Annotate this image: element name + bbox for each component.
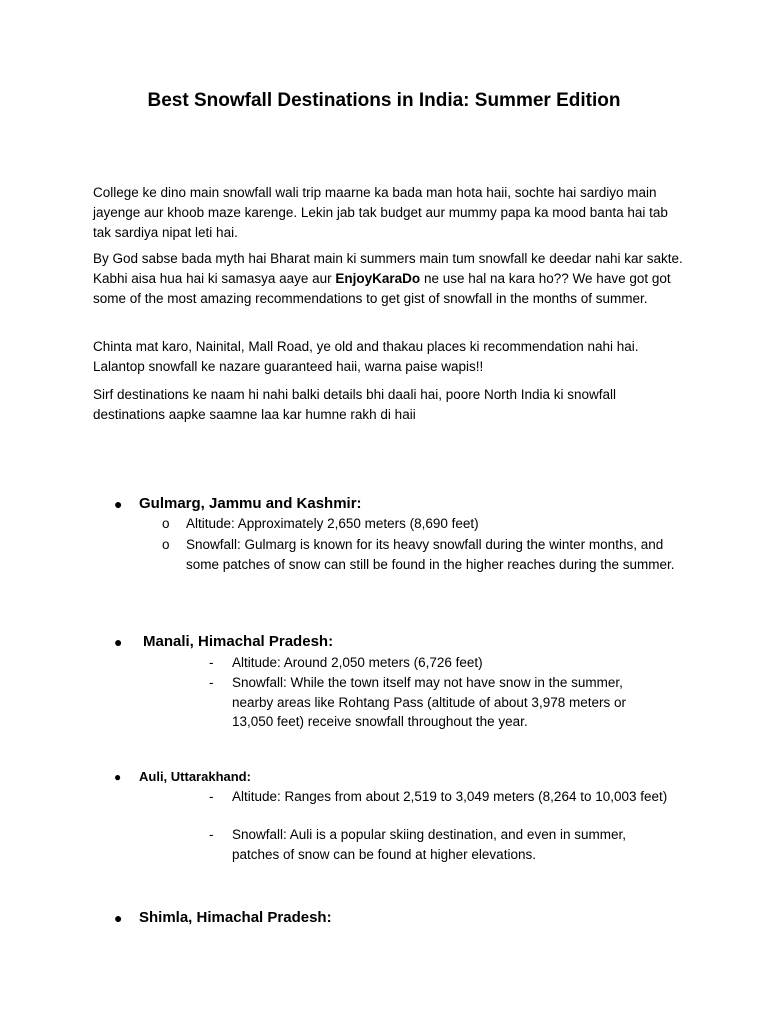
bullet-icon: ● [114,910,123,926]
page-title: Best Snowfall Destinations in India: Summer Edition [147,90,621,111]
intro-paragraph-2 [93,249,683,309]
sub-bullet-dash-icon: - [209,655,214,670]
bullet-icon: ● [114,634,123,650]
destination-detail-auli-snowfall: Snowfall: Auli is a popular skiing destination, and even in summer, patches of snow can be found at higher elevations. [232,827,626,862]
destination-heading-gulmarg: Gulmarg, Jammu and Kashmir: [139,495,362,512]
destination-heading-shimla: Shimla, Himachal Pradesh: [139,909,332,926]
destination-heading-manali: Manali, Himachal Pradesh: [143,633,334,650]
sub-bullet-icon: o [162,537,170,552]
sub-bullet-dash-icon: - [209,789,214,804]
intro-paragraph-3: Chinta mat karo, Nainital, Mall Road, ye old and thakau places ki recommendation nahi hai. Lalantop snowfall ke nazare guaranteed haii, warna paise wapis!! [93,339,639,374]
intro-paragraph-1: College ke dino main snowfall wali trip maarne ka bada man hota haii, sochte hai sardiyo main jayenge aur khoob maze karenge. Lekin jab tak budget aur mummy papa ka mood banta hai tab tak sardiya nipat leti hai. [93,185,668,240]
bullet-icon: ● [114,496,123,512]
sub-bullet-icon: o [162,516,170,531]
intro-paragraph-2-text-a: By God sabse bada myth hai Bharat main ki summers main tum snowfall ke deedar nahi kar sakte. Kabhi aisa hua hai ki samasya aaye aur [93,251,683,286]
destination-detail-gulmarg-snowfall: Snowfall: Gulmarg is known for its heavy snowfall during the winter months, and some patches of snow can still be found in the higher reaches during the summer. [186,537,675,572]
sub-bullet-dash-icon: - [209,827,214,842]
destination-detail-manali-altitude: Altitude: Around 2,050 meters (6,726 feet) [232,655,483,670]
bullet-icon: ● [114,770,122,784]
destination-detail-manali-snowfall: Snowfall: While the town itself may not have snow in the summer, nearby areas like Rohtang Pass (altitude of about 3,978 meters or 13,050 feet) receive snowfall throughout the year. [232,675,626,729]
intro-paragraph-2-text-b: ne use hal na kara ho?? We have got got some of the most amazing recommendations to get gist of snowfall in the months of summer. [93,271,671,306]
brand-name: EnjoyKaraDo [335,271,421,286]
destination-detail-auli-altitude: Altitude: Ranges from about 2,519 to 3,049 meters (8,264 to 10,003 feet) [232,789,668,804]
destination-detail-gulmarg-altitude: Altitude: Approximately 2,650 meters (8,690 feet) [186,516,479,531]
sub-bullet-dash-icon: - [209,675,214,690]
destination-heading-auli: Auli, Uttarakhand: [139,769,251,784]
intro-paragraph-4: Sirf destinations ke naam hi nahi balki details bhi daali hai, poore North India ki snowfall destinations aapke saamne laa kar humne rakh di haii [93,387,617,422]
